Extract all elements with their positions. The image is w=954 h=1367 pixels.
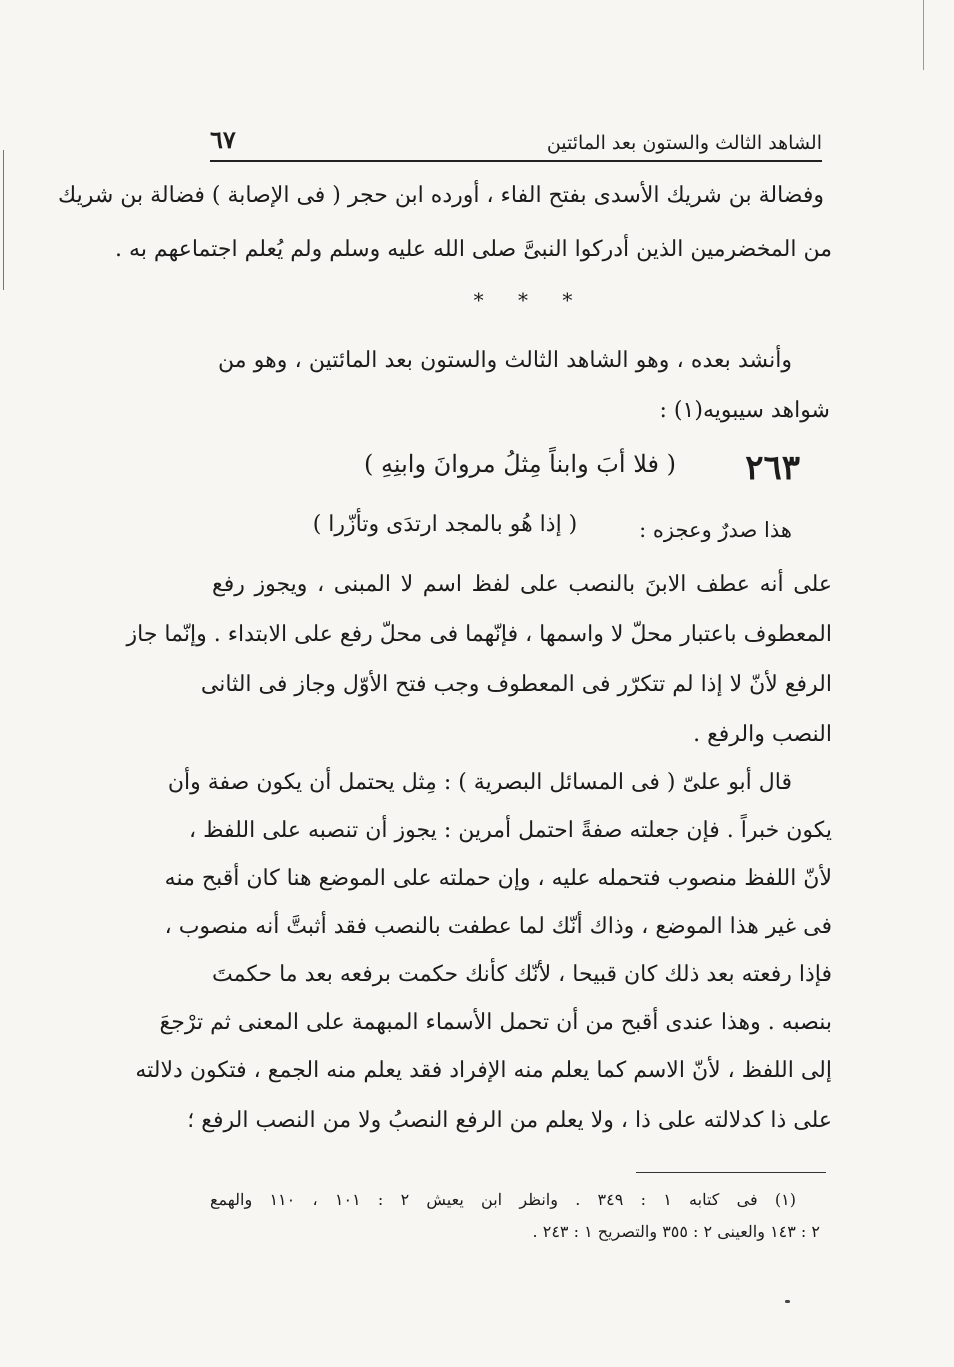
footnote-line: ٢ : ١٤٣ والعينى ٢ : ٣٥٥ والتصريح ١ : ٢٤٣ . <box>532 1222 820 1241</box>
page-edge-left <box>3 150 4 290</box>
page-header <box>210 118 822 162</box>
footnote-rule <box>636 1172 826 1173</box>
hemistich-text: ( إذا هُو بالمجد ارتدَى وتأزّرا ) <box>312 512 578 537</box>
text-line: وأنشد بعده ، وهو الشاهد الثالث والستون بعد المائتين ، وهو من <box>218 348 792 373</box>
text-line: وفضالة بن شريك الأسدى بفتح الفاء ، أورده ابن حجر ( فى الإصابة ) فضالة بن شريك <box>58 183 824 208</box>
section-separator: * * * <box>473 288 587 312</box>
verse-text: ( فلا أبَ وابناً مِثلُ مروانَ وابنِهِ ) <box>364 450 676 478</box>
running-title: الشاهد الثالث والستون بعد المائتين <box>546 132 822 154</box>
footnote-line: (١) فى كتابه ١ : ٣٤٩ . وانظر ابن يعيش ٢ : ١٠١ ، ١١٠ والهمع <box>210 1190 796 1209</box>
text-line: شواهد سيبويه(١) : <box>659 398 830 423</box>
ink-speck <box>785 1300 790 1303</box>
text-line: من المخضرمين الذين أدركوا النبىَّ صلى الله عليه وسلم ولم يُعلم اجتماعهم به . <box>115 237 832 262</box>
text-line: يكون خبراً . فإن جعلته صفةً احتمل أمرين : يجوز أن تنصبه على اللفظ ، <box>189 818 832 843</box>
hemistich-label: هذا صدرٌ وعجزه : <box>639 518 792 542</box>
page-edge-right <box>923 0 924 70</box>
text-line: النصب والرفع . <box>693 722 832 747</box>
text-line: إلى اللفظ ، لأنّ الاسم كما يعلم منه الإفراد فقد يعلم منه الجمع ، فتكون دلالته <box>135 1058 832 1083</box>
text-line: على أنه عطف الابنَ بالنصب على لفظ اسم لا المبنى ، ويجوز رفع <box>212 572 832 597</box>
text-line: قال أبو علىّ ( فى المسائل البصرية ) : مِثل يحتمل أن يكون صفة وأن <box>167 770 792 795</box>
page-number: ٦٧ <box>210 125 236 154</box>
text-line: فإذا رفعته بعد ذلك كان قبيحا ، لأنّك كأنك حكمت برفعه بعد ما حكمتَ <box>212 962 832 987</box>
text-line: على ذا كدلالته على ذا ، ولا يعلم من الرفع النصبُ ولا من النصب الرفع ؛ <box>187 1108 832 1133</box>
verse-number: ٢٦٣ <box>745 448 800 488</box>
text-line: بنصبه . وهذا عندى أقبح من أن تحمل الأسماء المبهمة على المعنى ثم ترْجعَ <box>159 1010 832 1035</box>
text-line: لأنّ اللفظ منصوب فتحمله عليه ، وإن حملته على الموضع هنا كان أقبح منه <box>164 866 832 891</box>
text-line: الرفع لأنّ لا إذا لم تتكرّر فى المعطوف وجب فتح الأوّل وجاز فى الثانى <box>200 672 832 697</box>
text-line: المعطوف باعتبار محلّ لا واسمها ، فإنّهما فى محلّ رفع على الابتداء . وإنّما جاز <box>126 622 832 647</box>
text-line: فى غير هذا الموضع ، وذاك أنّك لما عطفت بالنصب فقد أثبتَّ أنه منصوب ، <box>164 914 832 939</box>
